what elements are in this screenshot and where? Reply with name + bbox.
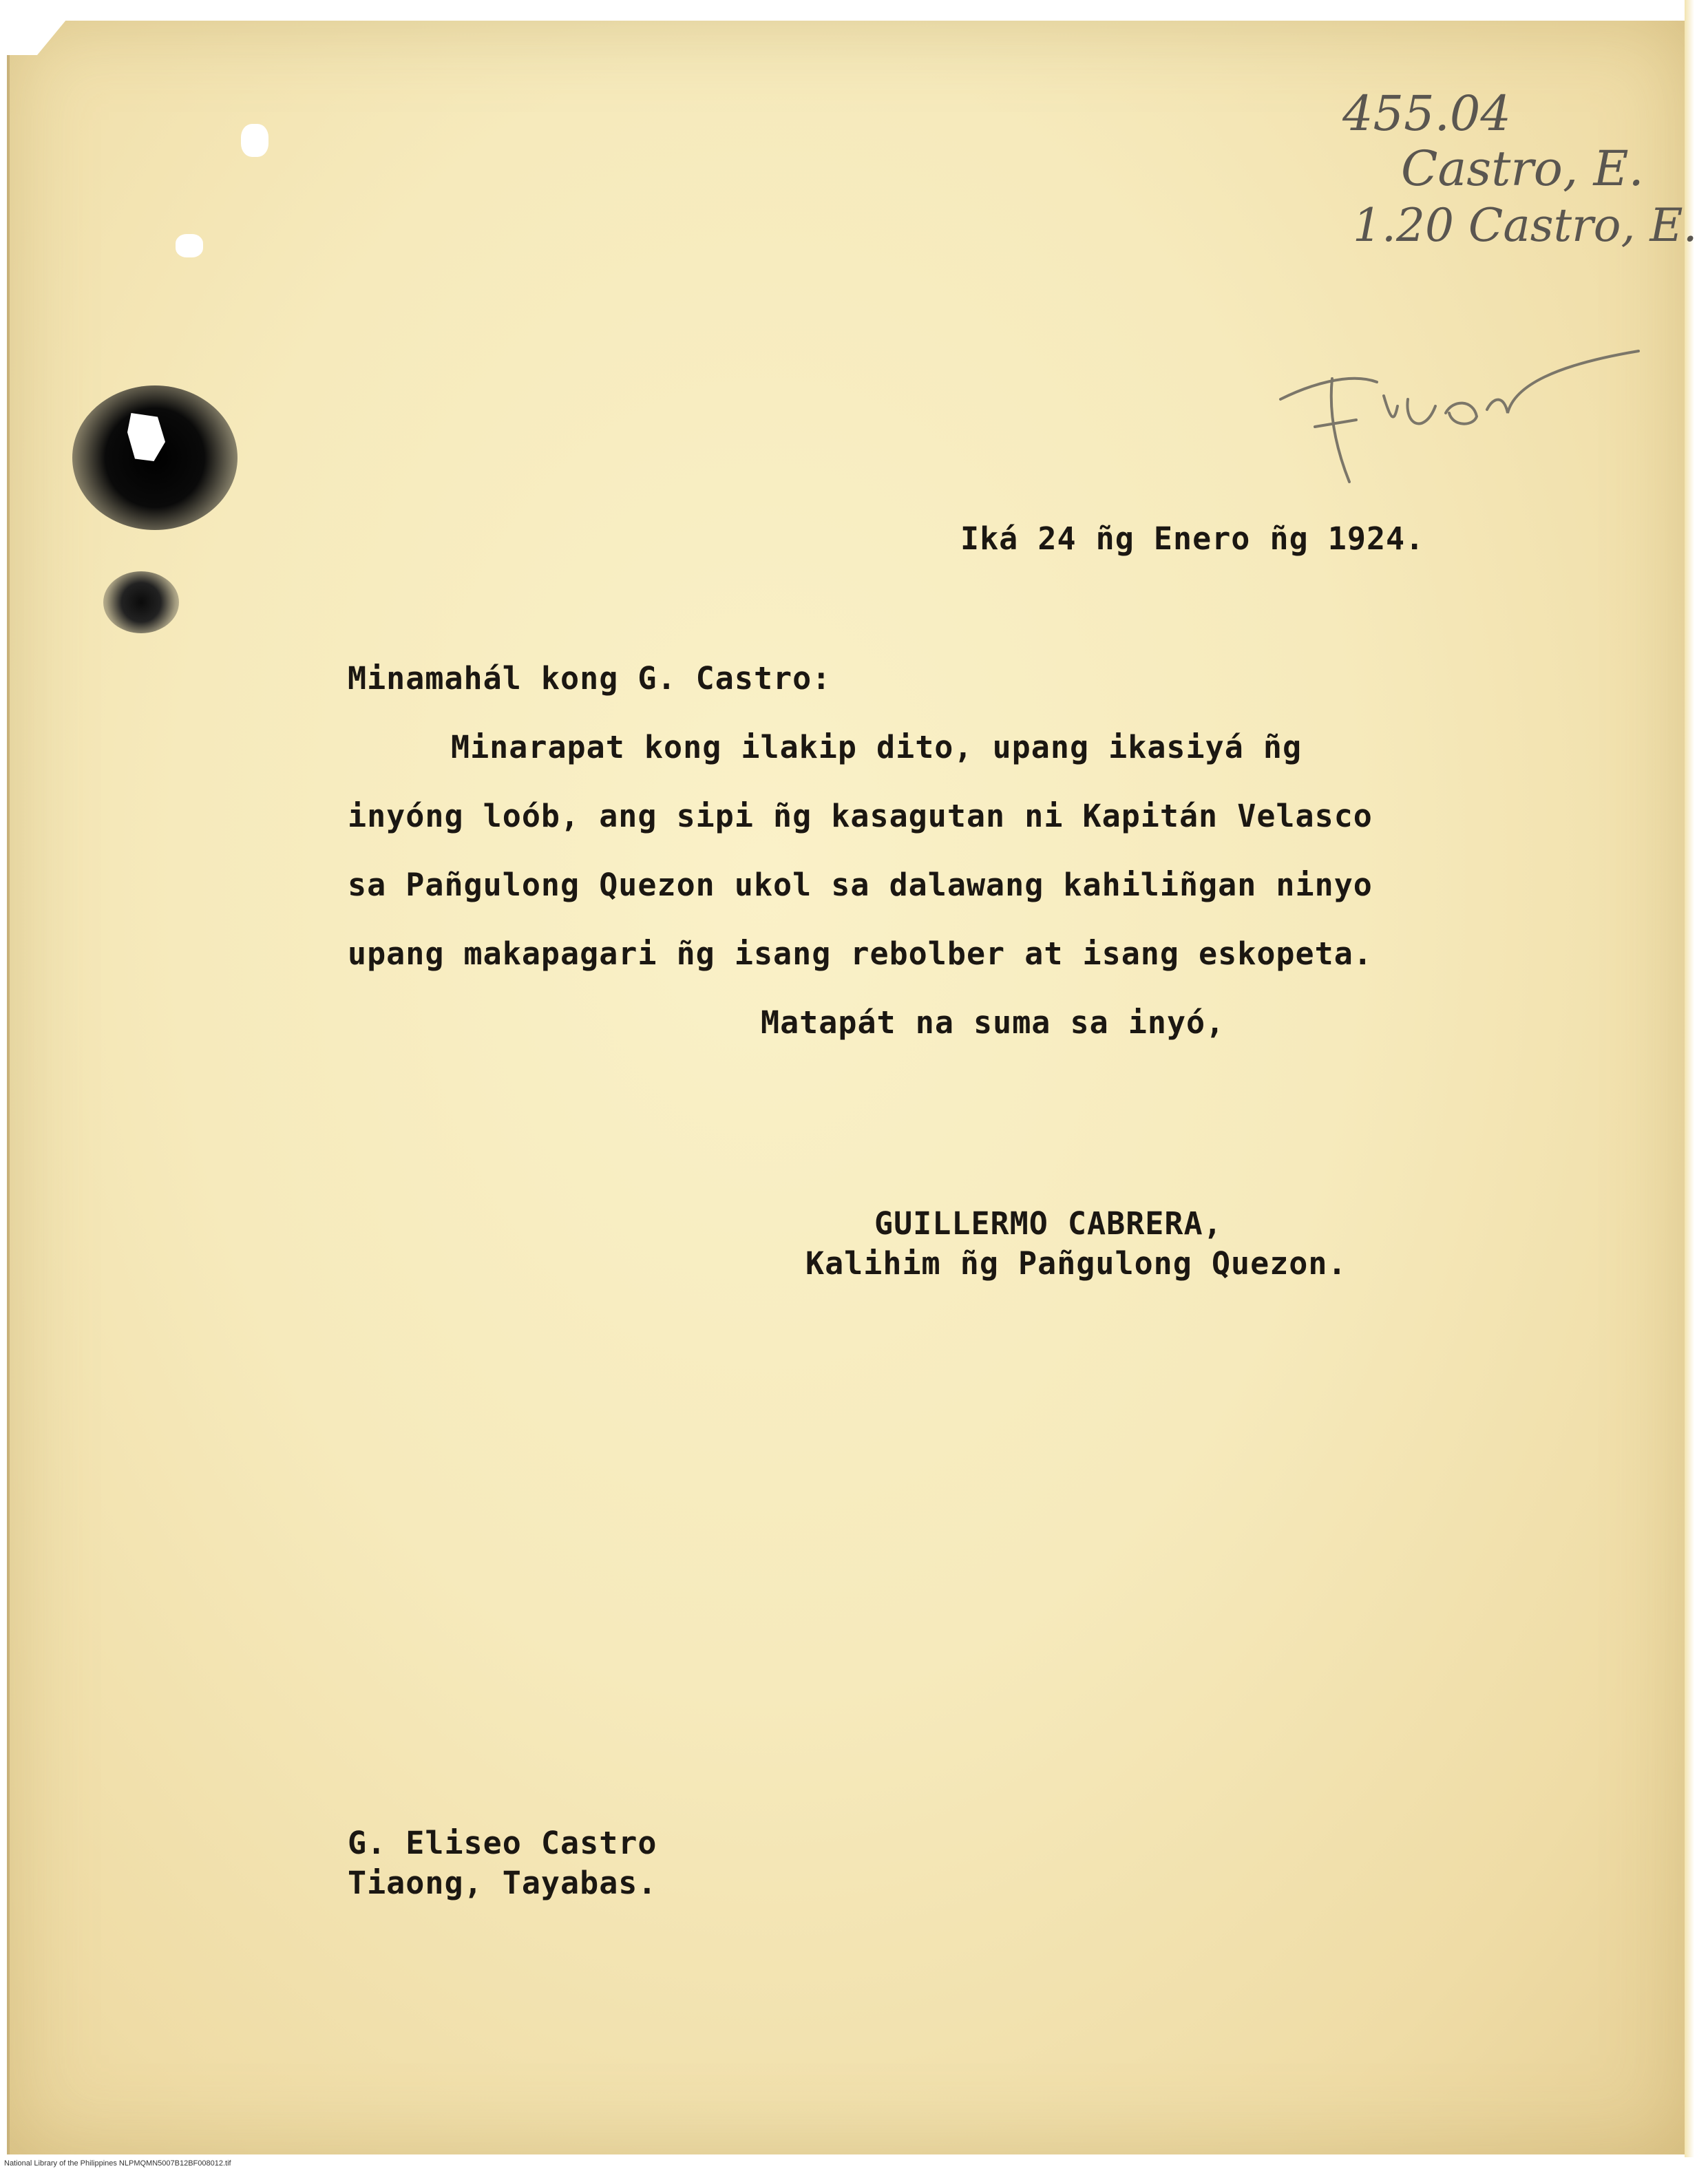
letter-salutation: Minamahál kong G. Castro: <box>348 660 832 697</box>
annotation-line-1: 455.04 <box>1342 85 1511 142</box>
pencil-signature <box>1267 330 1652 502</box>
letter-body-line: sa Pañgulong Quezon ukol sa dalawang kahiliñgan ninyo <box>348 867 1373 903</box>
letter-body-line: upang makapagari ñg isang rebolber at isang eskopeta. <box>348 935 1373 972</box>
paper-hole-small <box>241 124 268 157</box>
annotation-scribble: Filer <box>1280 468 1283 469</box>
signer-title: Kalihim ñg Pañgulong Quezon. <box>805 1245 1347 1282</box>
letter-closing: Matapát na suma sa inyó, <box>761 1004 1225 1041</box>
paper-hole-small <box>176 234 203 257</box>
letter-date: Iká 24 ñg Enero ñg 1924. <box>960 520 1425 557</box>
letter-body-line: inyóng loób, ang sipi ñg kasagutan ni Kapitán Velasco <box>348 798 1373 834</box>
paper-edge <box>1685 0 1694 2171</box>
ink-stain-small <box>103 571 179 633</box>
annotation-line-3: 1.20 Castro, E. <box>1353 199 1698 252</box>
recipient-address: Tiaong, Tayabas. <box>348 1865 657 1901</box>
annotation-line-2: Castro, E. <box>1401 140 1644 197</box>
archive-footer: National Library of the Philippines NLPMQMN5007B12BF008012.tif <box>0 2157 1708 2171</box>
signer-name: GUILLERMO CABRERA, <box>874 1205 1223 1242</box>
letter-body-line: Minarapat kong ilakip dito, upang ikasiyá ñg <box>451 729 1303 765</box>
recipient-name: G. Eliseo Castro <box>348 1825 657 1861</box>
